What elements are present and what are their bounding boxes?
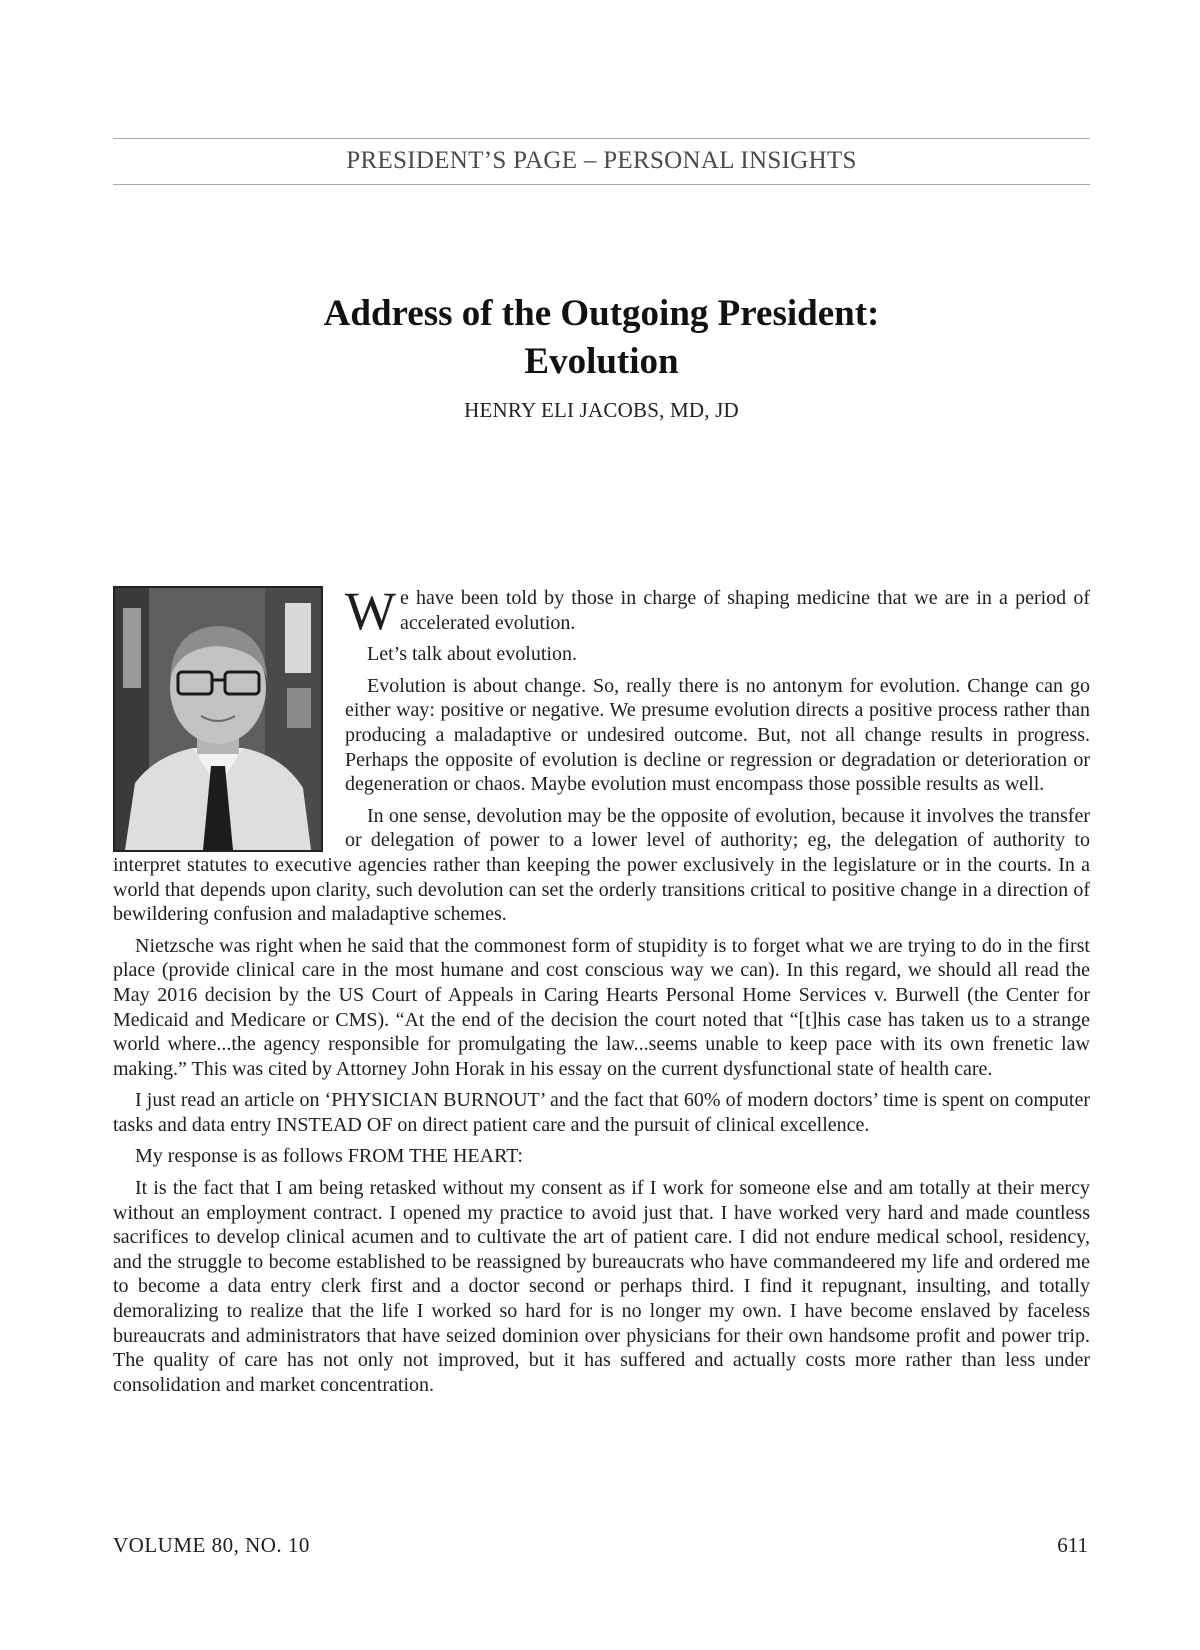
header-rule-top: [113, 138, 1090, 139]
paragraph-1-text: e have been told by those in charge of shaping medicine that we are in a period of accelerated evolution.: [399, 587, 1090, 634]
paragraph-4: In one sense, devolution may be the opposite of evolution, because it involves the transfer or delegation of power to a lower level of authority; eg, the delegation of authority to interpret statutes to executive agencies rather than keeping the power exclusively in the legislature or in the courts. In a world that depends upon clarity, such devolution can set the orderly transitions critical to positive change in a direction of bewildering confusion and maladaptive schemes.: [113, 804, 1090, 926]
photo-wrap-spacer: [113, 586, 345, 851]
page-number: 611: [1057, 1533, 1088, 1557]
title-line-2: Evolution: [524, 341, 679, 382]
section-label: PRESIDENT’S PAGE – PERSONAL INSIGHTS: [346, 147, 857, 174]
article-body: [113, 581, 1090, 1404]
paragraph-3: Evolution is about change. So, really there is no antonym for evolution. Change can go either way: positive or negative. We presume evolution directs a positive process rather than producing a maladaptive or undesired outcome. But, not all change results in progress. Perhaps the opposite of evolution is decline or regression or degradation or deterioration or degeneration or chaos. Maybe evolution must encompass those possible results as well.: [345, 674, 1090, 796]
paragraph-8: It is the fact that I am being retasked without my consent as if I work for someone else and am totally at their mercy without an employment contract. I opened my practice to avoid just that. I have worked very hard and made countless sacrifices to develop clinical acumen and to cultivate the art of patient care. I did not endure medical school, residency, and the struggle to become established to be reassigned by bureaucrats who have commandeered my life and ordered me to become a data entry clerk first and a doctor second or perhaps third. I find it repugnant, insulting, and totally demoralizing to realize that the life I worked so hard for is no longer my own. I have become enslaved by faceless bureaucrats and administrators that have seized dominion over physicians for their own handsome profit and power trip. The quality of care has not only not improved, but it has suffered and actually costs more rather than less under consolidation and market concentration.: [113, 1177, 1090, 1396]
title-line-1: Address of the Outgoing President:: [323, 293, 880, 334]
drop-cap: W: [345, 581, 396, 641]
author-byline: HENRY ELI JACOBS, MD, JD: [464, 398, 739, 422]
paragraph-7: My response is as follows FROM THE HEART:: [135, 1145, 523, 1168]
article-title: [113, 290, 1090, 386]
footer-volume: VOLUME 80, NO. 10: [113, 1533, 310, 1557]
paragraph-6: I just read an article on ‘PHYSICIAN BURNOUT’ and the fact that 60% of modern doctors’ time is spent on computer tasks and data entry INSTEAD OF on direct patient care and the pursuit of clinical excellence.: [113, 1089, 1090, 1136]
paragraph-2: Let’s talk about evolution.: [367, 643, 577, 666]
header-rule-bottom: [113, 184, 1090, 185]
paragraph-5: Nietzsche was right when he said that the commonest form of stupidity is to forget what we are trying to do in the first place (provide clinical care in the most humane and cost conscious way we can). In this regard, we should all read the May 2016 decision by the US Court of Appeals in Caring Hearts Personal Home Services v. Burwell (the Center for Medicaid and Medicare or CMS). “At the end of the decision the court noted that “[t]his case has taken us to a strange world where...the agency responsible for promulgating the law...seems unable to keep pace with its own frenetic law making.” This was cited by Attorney John Horak in his essay on the current dysfunctional state of health care.: [113, 934, 1090, 1080]
